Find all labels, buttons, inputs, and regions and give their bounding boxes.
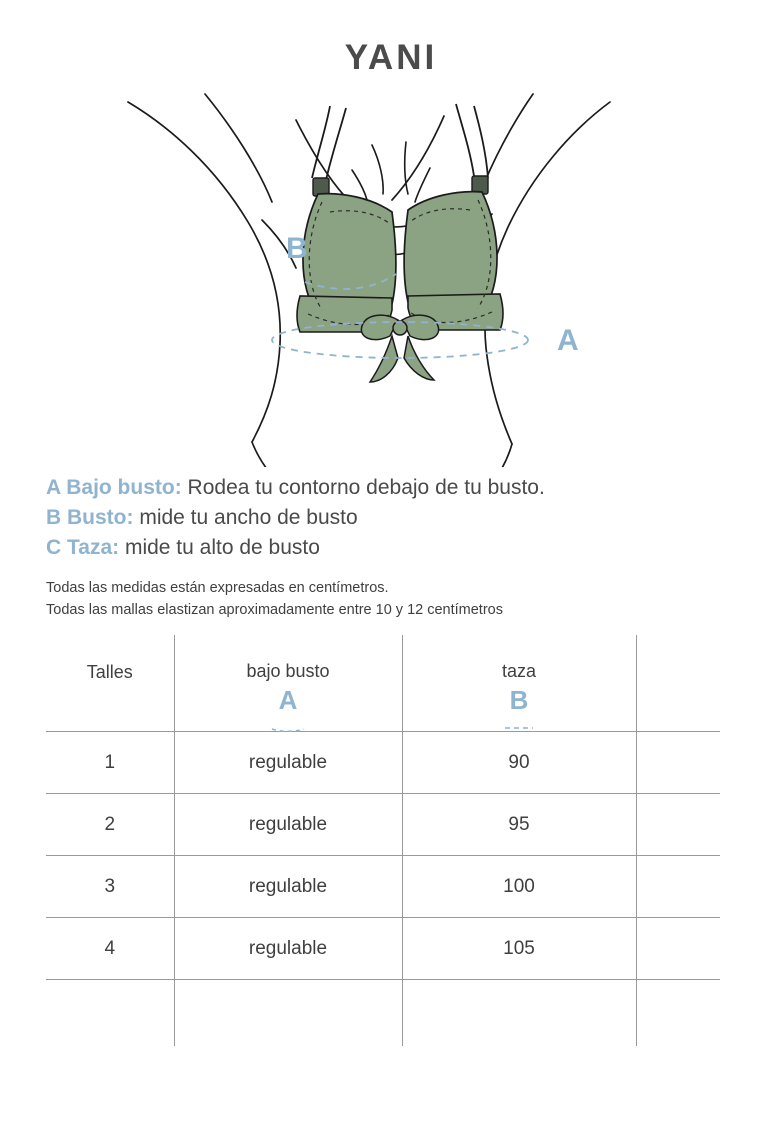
measurement-legend xyxy=(46,473,736,563)
measurement-notes xyxy=(46,577,736,621)
cell-taza: 90 xyxy=(402,732,636,794)
legend-text-b: mide tu ancho de busto xyxy=(133,506,358,529)
legend-text-c: mide tu alto de busto xyxy=(119,536,320,559)
cell-bajo-busto: regulable xyxy=(174,918,402,980)
header-bajo-busto-mark: A xyxy=(278,685,298,715)
size-table-body xyxy=(46,732,720,1047)
cell-bajo-busto: regulable xyxy=(174,732,402,794)
note-units: Todas las medidas están expresadas en centímetros. xyxy=(46,580,389,596)
cell-empty xyxy=(636,980,720,1047)
cell-talle: 2 xyxy=(46,794,174,856)
header-bajo-busto-label: bajo busto xyxy=(246,661,330,681)
cell-extra xyxy=(636,732,720,794)
bra-illustration-svg xyxy=(0,82,782,467)
header-bajo-busto xyxy=(174,635,402,732)
page-title: YANI xyxy=(344,38,438,77)
note-stretch: Todas las mallas elastizan aproximadamente entre 10 y 12 centímetros xyxy=(46,602,503,618)
header-taza-mark: B xyxy=(509,685,529,715)
cell-extra xyxy=(636,918,720,980)
legend-key-a: A Bajo busto: xyxy=(46,476,182,499)
size-table-head xyxy=(46,635,720,732)
legend-text-a: Rodea tu contorno debajo de tu busto. xyxy=(181,476,545,499)
legend-item-c xyxy=(46,533,736,563)
table-row xyxy=(46,794,720,856)
header-extra xyxy=(636,635,720,732)
header-talles xyxy=(46,635,174,732)
cell-empty xyxy=(174,980,402,1047)
cell-taza: 105 xyxy=(402,918,636,980)
cell-empty xyxy=(46,980,174,1047)
header-taza xyxy=(402,635,636,732)
bra-illustration xyxy=(0,82,782,467)
illustration-label-b: B xyxy=(286,232,308,265)
table-header-row xyxy=(46,635,720,732)
cell-bajo-busto: regulable xyxy=(174,856,402,918)
legend-key-b: B Busto: xyxy=(46,506,134,529)
legend-key-c: C Taza: xyxy=(46,536,120,559)
cell-taza: 95 xyxy=(402,794,636,856)
illustration-label-a: A xyxy=(557,324,579,357)
header-taza-label: taza xyxy=(501,661,537,681)
cell-talle: 4 xyxy=(46,918,174,980)
legend-item-b xyxy=(46,503,736,533)
cell-extra xyxy=(636,794,720,856)
table-row xyxy=(46,856,720,918)
cell-talle: 1 xyxy=(46,732,174,794)
cell-extra xyxy=(636,856,720,918)
table-row xyxy=(46,732,720,794)
cell-taza: 100 xyxy=(402,856,636,918)
size-table xyxy=(46,635,720,1046)
header-bajo-busto-underline-icon xyxy=(270,716,306,723)
cell-bajo-busto: regulable xyxy=(174,794,402,856)
cell-empty xyxy=(402,980,636,1047)
table-row xyxy=(46,918,720,980)
header-taza-underline-icon xyxy=(501,716,537,723)
legend-item-a xyxy=(46,473,736,503)
cell-talle: 3 xyxy=(46,856,174,918)
table-row-empty xyxy=(46,980,720,1047)
header-talles-label: Talles xyxy=(86,662,133,682)
